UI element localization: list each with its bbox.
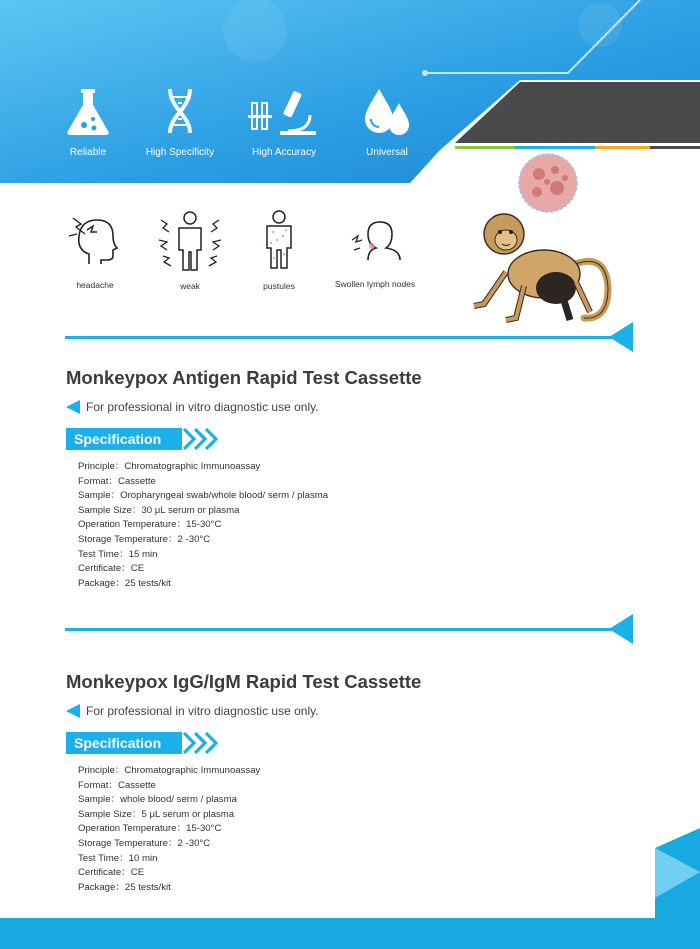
spec-item: Package：25 tests/kit bbox=[78, 577, 171, 589]
spec-list bbox=[78, 460, 328, 591]
specification-heading: Specification bbox=[66, 428, 182, 450]
arrow-left-icon bbox=[66, 400, 80, 414]
headache-icon bbox=[67, 210, 123, 268]
spec-item: Sample：Oropharyngeal swab/whole blood/ serm / plasma bbox=[78, 490, 329, 502]
spec-item: Certificate：CE bbox=[78, 563, 145, 575]
feature-reliable bbox=[38, 85, 138, 158]
symptom-label: headache bbox=[76, 280, 114, 290]
symptom-headache bbox=[40, 210, 150, 290]
divider-arrow-icon bbox=[609, 614, 633, 644]
virus-illustration bbox=[517, 152, 579, 214]
symptom-label: pustules bbox=[263, 281, 295, 291]
spec-item: Operation Temperature：15-30°C bbox=[78, 823, 222, 835]
double-chevron-icon bbox=[182, 428, 218, 450]
corner-decoration bbox=[655, 828, 700, 918]
footer-bar bbox=[0, 918, 700, 949]
product-title: Monkeypox Antigen Rapid Test Cassette bbox=[66, 367, 422, 388]
symptom-pustules bbox=[224, 210, 334, 291]
usage-note bbox=[66, 400, 319, 414]
droplets-icon bbox=[361, 85, 413, 137]
feature-high-specificity bbox=[130, 85, 230, 158]
feature-label: Reliable bbox=[69, 147, 107, 158]
spec-item: Sample Size：5 μL serum or plasma bbox=[78, 808, 235, 820]
spec-item: Sample：whole blood/ serm / plasma bbox=[78, 794, 237, 806]
weak-person-icon bbox=[155, 210, 225, 272]
spec-item: Sample Size：30 μL serum or plasma bbox=[78, 504, 240, 516]
symptom-label: Swollen lymph nodes bbox=[334, 279, 416, 289]
spec-item: Format：Cassette bbox=[78, 779, 156, 791]
feature-label: Universal bbox=[366, 147, 408, 158]
spec-item: Storage Temperature：2 -30°C bbox=[78, 837, 211, 849]
spec-item: Principle：Chromatographic Immunoassay bbox=[78, 765, 261, 776]
feature-high-accuracy bbox=[234, 85, 334, 158]
symptom-label: weak bbox=[180, 281, 200, 291]
spec-item: Test Time：15 min bbox=[78, 548, 158, 560]
usage-note-text: For professional in vitro diagnostic use only. bbox=[86, 400, 319, 414]
usage-note-text: For professional in vitro diagnostic use only. bbox=[86, 704, 319, 718]
feature-label: High Specificity bbox=[145, 147, 215, 158]
divider-arrow-icon bbox=[609, 322, 633, 352]
arrow-left-icon bbox=[66, 704, 80, 718]
spec-list bbox=[78, 764, 260, 895]
feature-label: High Accuracy bbox=[252, 147, 316, 158]
spec-item: Storage Temperature：2 -30°C bbox=[78, 533, 211, 545]
section-divider bbox=[65, 336, 613, 339]
usage-note bbox=[66, 704, 319, 718]
section-divider bbox=[65, 628, 613, 631]
monkey-illustration bbox=[466, 208, 616, 328]
spec-item: Certificate：CE bbox=[78, 867, 145, 879]
spec-item: Package：25 tests/kit bbox=[78, 881, 171, 893]
microscope-icon bbox=[248, 85, 320, 137]
spec-item: Operation Temperature：15-30°C bbox=[78, 519, 222, 531]
double-chevron-icon bbox=[182, 732, 218, 754]
dna-icon bbox=[156, 85, 204, 137]
spec-item: Test Time：10 min bbox=[78, 852, 158, 864]
spec-item: Format：Cassette bbox=[78, 475, 156, 487]
product-title: Monkeypox IgG/IgM Rapid Test Cassette bbox=[66, 671, 422, 692]
feature-universal bbox=[337, 85, 437, 158]
specification-heading: Specification bbox=[66, 732, 182, 754]
symptom-swollen-lymph-nodes bbox=[320, 210, 430, 289]
swollen-lymph-icon bbox=[346, 210, 404, 262]
flask-icon bbox=[64, 85, 112, 137]
pustules-icon bbox=[259, 210, 299, 270]
specification-tab bbox=[66, 428, 218, 450]
spec-item: Principle：Chromatographic Immunoassay bbox=[78, 461, 261, 472]
specification-tab bbox=[66, 732, 218, 754]
